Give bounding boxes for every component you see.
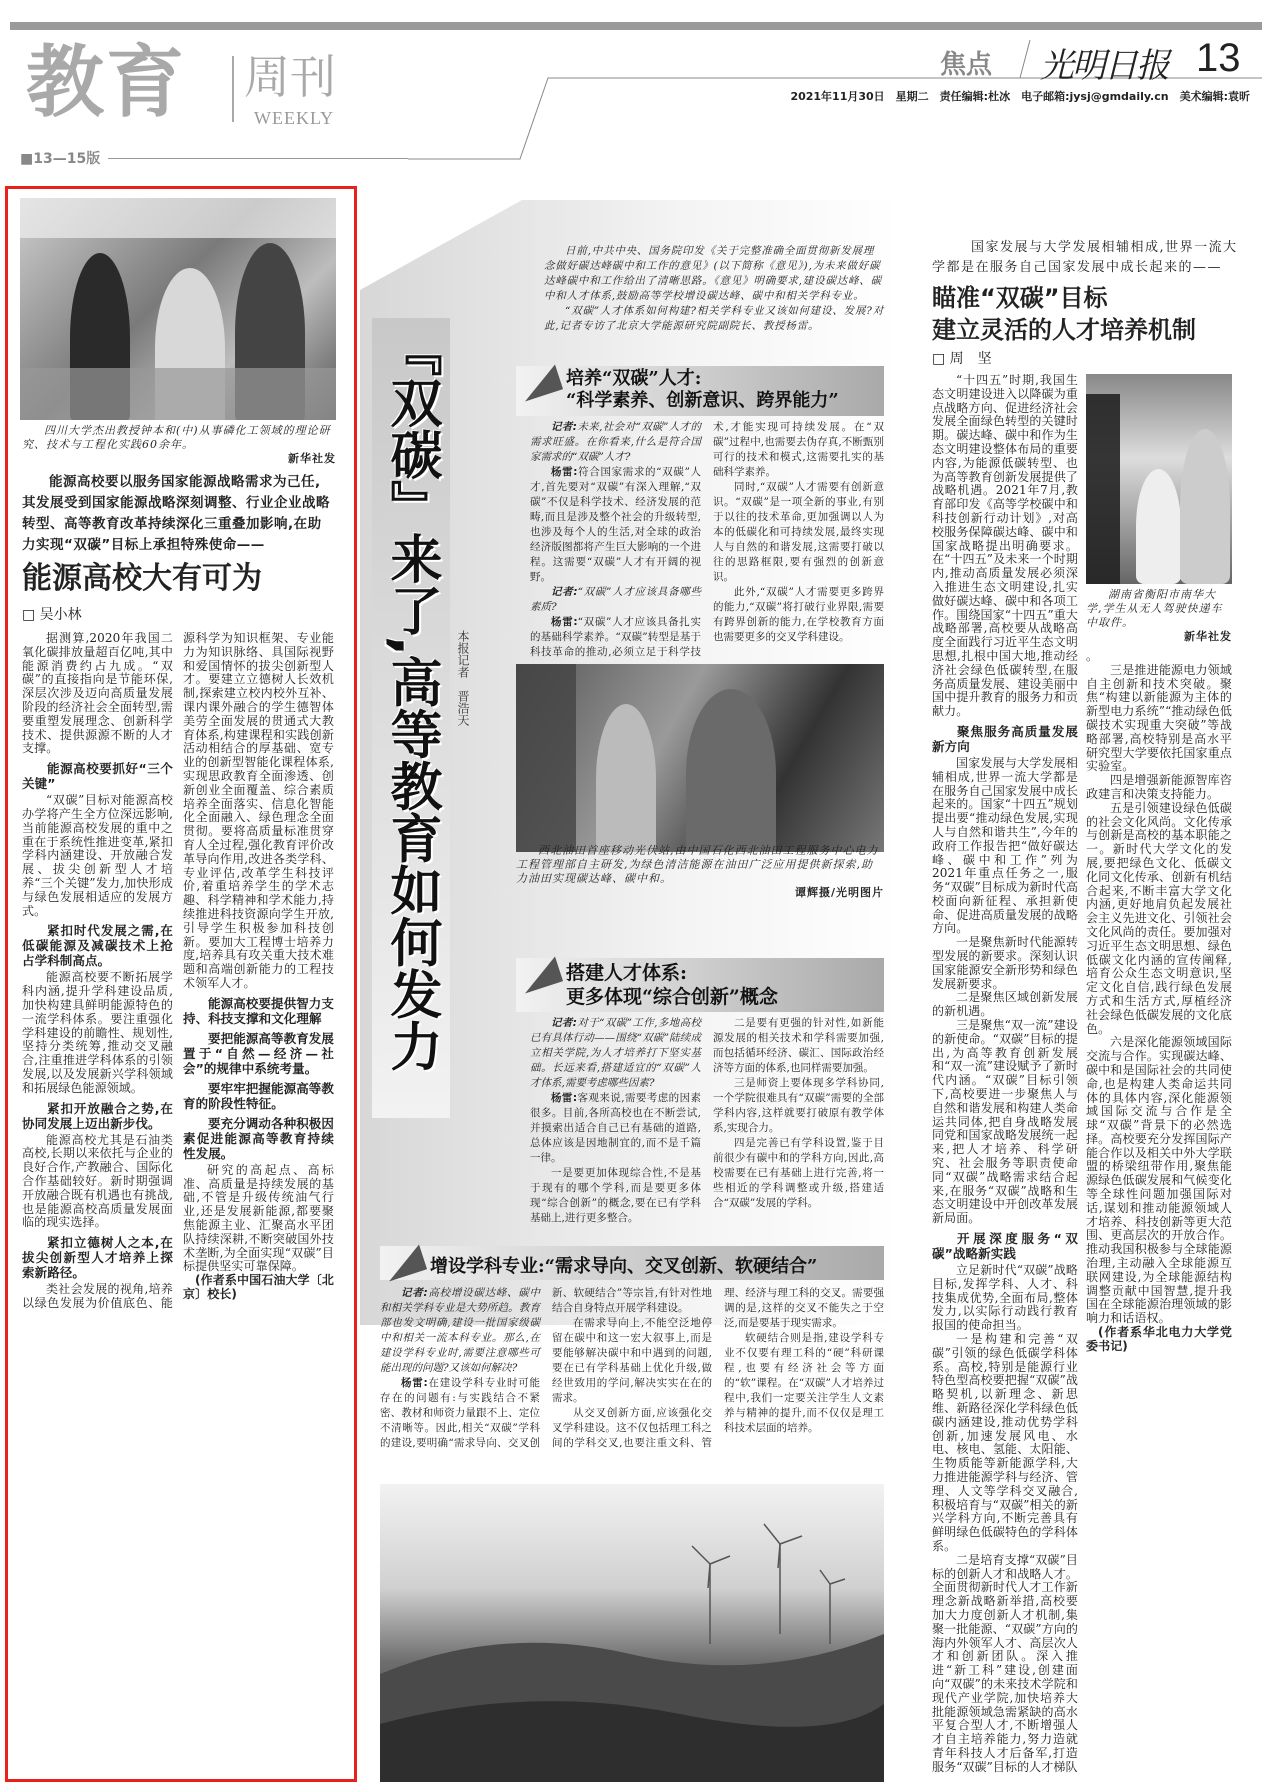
paper-plane-icon bbox=[381, 1244, 427, 1281]
paragraph: 二是培育支撑“双碳”目标的创新人才和战略人才。全面贯彻新时代人才工作新理念新战略新举措,高校要加大力度创新人才机制,集聚一批能源、“双碳”方向的海内外领军人才、高层次人才和创新团队。深入推进“新工科”建设,创建面向“双碳”的未来技术学院和现代产业学院,加快培养大批能源领域急需紧缺的高水平复合型人才,不断增强人才自主培养能力,努力造就青年科技人才后备军,打造服务“双碳”目标的人才梯队 bbox=[932, 1552, 1078, 1774]
byline: □ 周 坚 bbox=[932, 351, 992, 367]
speaker-label: 记者: bbox=[551, 586, 578, 598]
paper-plane-icon bbox=[517, 364, 563, 401]
caption-text: 四川大学杰出教授钟本和(中)从事磷化工领域的理论研究、技术与工程化实践60余年。 bbox=[22, 424, 331, 451]
section-banner-2 bbox=[516, 958, 884, 1012]
wind-turbine-icon bbox=[380, 1484, 884, 1782]
paragraph: 能源高校要不断拓展学科内涵,提升学科建设品质,加快构建具鲜明能源特色的一流学科体系。要注重强化学科建设的前瞻性、规划性,坚持分类统筹,推动交叉融合,注重推进学科体系的引领发展,以及发展新兴学科领域和拓展绿色能源领域。 bbox=[22, 970, 173, 1095]
subheading: 要牢牢把握能源高等教育的阶段性特征。 bbox=[183, 1080, 335, 1111]
interview-answer bbox=[713, 1076, 884, 1136]
article-title: 能源高校大有可为 bbox=[22, 561, 262, 596]
banner-title: 搭建人才体系: bbox=[566, 962, 688, 984]
photo-credit: 新华社发 bbox=[1184, 630, 1232, 643]
photo-delivery-vehicle bbox=[1086, 374, 1232, 584]
banner-title: 增设学科专业:“需求导向、交叉创新、软硬结合” bbox=[430, 1256, 818, 1277]
interview-text: “双碳”人才应该具备扎实的基础科学素养。“双碳”转型是基于科技革命的推动,必须立足于科学技术,才能实现可持续发展。在“双碳”过程中,也需要去伪存真,不断甄别可行的技术和模式,这需要扎实的基础科学素养。 bbox=[530, 421, 884, 658]
banner-subtitle: 更多体现“综合创新”概念 bbox=[566, 986, 778, 1008]
caption-text: 湖南省衡阳市南华大学,学生从无人驾驶快递车中取件。 bbox=[1086, 588, 1223, 629]
interview-section-2 bbox=[530, 1016, 884, 1226]
paragraph: 研究的高起点、高标准、高质量是持续发展的基础,不管是升级传统油气行业,还是发展新能源,都要聚焦能源主业、汇聚高水平团队持续深耕,不断突破国外技术垄断,为全面实现“双碳”目标提供坚实可靠保障。 bbox=[183, 1162, 334, 1274]
interview-text: 在建设学科专业时可能存在的问题有:与实践结合不紧密、教材和师资力量跟不上、定位不清晰等。因此,相关“双碳”学科的建设,要明确“需求导向、交叉创新、软硬结合”等宗旨,有针对性地结合自身特点开展学科建设。 bbox=[380, 1287, 712, 1449]
author-note: (作者系华北电力大学党委书记) bbox=[1086, 1325, 1232, 1353]
paragraph: 二是聚焦区域创新发展的新机遇。 bbox=[932, 990, 1078, 1019]
interview-answer bbox=[530, 1091, 701, 1166]
article-body bbox=[22, 632, 334, 1311]
interview-question bbox=[530, 420, 701, 465]
section-banner-1 bbox=[516, 366, 884, 416]
caption-text: 西北油田首座移动光伏站,由中国石化西北油田工程服务中心电力工程管理部自主研发,为绿色清洁能源在油田广泛应用提供新探索,助力油田实现碳达峰、碳中和。 bbox=[516, 844, 879, 885]
speaker-label: 杨雷: bbox=[551, 616, 578, 628]
paragraph-continuation: 。 bbox=[1086, 649, 1099, 663]
paragraph: 能源高校尤其是石油类高校,长期以来依托与企业的良好合作,产教融合、国际化合作基础较好。新时期强调开放融合既有机遇也有挑战,也是能源高校高质量发展面临的现实选择。 bbox=[22, 1132, 173, 1230]
interview-answer bbox=[713, 480, 884, 585]
interview-answer bbox=[552, 1316, 712, 1406]
speaker-label: 杨雷: bbox=[551, 466, 578, 478]
interview-text: 从交叉创新方面,应该强化交叉学科建设。这不仅包括理工科之间的学科交叉,也要注重文科、管理、经济与理工科的交叉。需要强调的是,这样的交叉不能失之于空泛,而是要基于现实需求。 bbox=[552, 1287, 884, 1449]
paragraph: 六是深化能源领域国际交流与合作。实现碳达峰、碳中和是国际社会的共同使命,也是构建人类命运共同体的具体内容,深化能源领域国际交流与合作是全球“双碳”背景下的必然选择。高校要充分发挥国际产能合作以及相关中外大学联盟的桥梁纽带作用,聚焦能源绿色低碳发展和气候变化等全球性问题加强国际对话,谋划和推动能源领域人才培养、科技创新等更大范围、更高层次的开放合作。推动我国积极参与全球能源治理,主动融入全球能源互联网建设,为全球能源结构调整贡献中国智慧,提升我国在全球能源治理领域的影响力和话语权。 bbox=[1086, 1035, 1232, 1326]
intro-paragraph: 日前,中共中央、国务院印发《关于完整准确全面贯彻新发展理念做好碳达峰碳中和工作的意见》(以下简称《意见》),为未来做好碳达峰碳中和工作给出了清晰思路。《意见》明确要求,建设碳达峰、碳中和人才体系,鼓励高等学校增设碳达峰、碳中和相关学科专业。 bbox=[544, 245, 882, 302]
section-subname: 周刊 bbox=[244, 50, 336, 104]
interview-question bbox=[530, 585, 701, 615]
interview-text: 软硬结合则是指,建设学科专业不仅要有理工科的“硬”科研课程,也要有经济社会等方面的“软”课程。在“双碳”人才培养过程中,我们一定要关注学生人文素养与精神的提升,而不仅仅是理工科技术层面的培养。 bbox=[724, 1332, 884, 1434]
feature-title-bar bbox=[372, 318, 450, 1118]
page-range: ■13—15版 bbox=[20, 151, 101, 167]
section-focus: 焦点 bbox=[940, 50, 993, 80]
photo-caption bbox=[1086, 588, 1232, 644]
paragraph: 三是聚焦“双一流”建设的新使命。“双碳”目标的提出,为高等教育创新发展和“双一流”建设赋予了新时代内涵。“双碳”目标引领下,高校要进一步聚焦人与自然和谐发展和构建人类命运共同体,把自身战略发展同党和国家战略发展统一起来,把人才培养、科学研究、社会服务等职责使命同“双碳”战略需求结合起来,在服务“双碳”战略和生态文明建设中开创改革发展新局面。 bbox=[932, 1018, 1078, 1226]
photo-caption bbox=[22, 424, 336, 466]
paragraph: 立足新时代“双碳”战略目标,发挥学科、人才、科技集成优势,全面布局,整体发力,以实际行动践行教育报国的使命担当。 bbox=[932, 1263, 1078, 1333]
paragraph: 三是推进能源电力领域自主创新和技术突破。聚焦“构建以新能源为主体的新型电力系统”“推动绿色低碳技术实现重大突破”等战略部署,高校特别是高水平研究型大学要依托国家重点实验室。 bbox=[1086, 662, 1232, 774]
paragraph: 五是引领建设绿色低碳的社会文化风尚。文化传承与创新是高校的基本职能之一。新时代大学文化的发展,要把绿色文化、低碳文化同文化传承、创新有机结合起来,不断丰富大学文化内涵,更好地肩负起发展社会主义先进文化、引领社会文化风尚的责任。要加强对习近平生态文明思想、绿色低碳文化内涵的宣传阐释,培育公众生态文明意识,坚定文化自信,践行绿色发展方式和生活方式,厚植经济社会绿色低碳发展的文化底色。 bbox=[1086, 800, 1232, 1036]
page-number: 13 bbox=[1196, 36, 1241, 80]
paragraph: 一是构建和完善“双碳”引领的绿色低碳学科体系。高校,特别是能源行业特色型高校要把握“双碳”战略契机,以新理念、新思维、新路径深化学科绿色低碳内涵建设,推动优势学科创新,加速发展风电、水电、核电、氢能、太阳能、生物质能等新能源学科,大力推进能源学科与经济、管理、人文等学科交叉融合,积极培育与“双碳”相关的新兴学科方向,不断完善具有鲜明绿色低碳特色的学科体系。 bbox=[932, 1332, 1078, 1553]
photo-credit: 谭辉摄/光明图片 bbox=[794, 886, 884, 899]
section-banner-3 bbox=[380, 1246, 884, 1280]
article-lead: 能源高校要以服务国家能源战略需求为己任,其发展受到国家能源战略深刻调整、行业企业战略转型、高等教育改革持续深化三重叠加影响,在助力实现“双碳”目标上承担特殊使命—— bbox=[22, 474, 330, 553]
subheading: 要把能源高等教育发展置于“自然—经济—社会”的规律中系统考量。 bbox=[183, 1030, 335, 1076]
banner-subtitle: “科学素养、创新意识、跨界能力” bbox=[566, 390, 839, 411]
speaker-label: 记者: bbox=[551, 1017, 577, 1029]
paragraph: 类社会发展的视角,培养以绿色发展为价值底色、能源科学为知识框架、专业能力为知识脉络、具国际视野和爱国情怀的拔尖创新型人才。要建立立德树人长效机制,探索建立校内校外互补、课内课外融合的学生德智体美劳全面发展的贯通式大教育体系,构建课程和实践创新活动相结合的厚基础、宽专业的创新型智能化课程体系,实现思政教育全面渗透、创新创业全面覆盖、综合素质培养全面落实、信息化智能化全面融入、绿色理念全面贯彻。要将高质量标准贯穿育人全过程,强化教育评价改革导向作用,改进各类学科、专业评估,改革学生科技评价,着重培养学生的学术志趣、科学精神和学术能力,持续推进科技资源向学生开放,引导学生积极参加科技创新。要加大工程博士培养力度,培养具有攻关重大技术难题和高端创新能力的工程技术领军人才。 bbox=[22, 631, 334, 1310]
interview-text: 此外,“双碳”人才需要更多跨界的能力,“双碳”将打破行业界限,需要有跨界创新的能力,在学校教育方面也需要更多的交叉学科建设。 bbox=[713, 586, 884, 643]
interview-section-1 bbox=[530, 420, 884, 660]
subheading: 要充分调动各种积极因素促进能源高等教育持续性发展。 bbox=[183, 1115, 335, 1161]
interview-answer bbox=[530, 465, 701, 585]
interview-text: 对于“双碳”工作,多地高校已有具体行动——围绕“双碳”陆续成立相关学院,为人才培养打下坚实基础。长远来看,搭建适宜的“双碳”人才体系,需要考虑哪些因素? bbox=[530, 1017, 701, 1089]
article-title bbox=[932, 282, 1196, 346]
title-line: 建立灵活的人才培养机制 bbox=[932, 316, 1196, 344]
reporter-byline: 本报记者 晋浩天 bbox=[456, 630, 470, 726]
subheading: 紧扣立德树人之本,在拔尖创新型人才培养上探索新路径。 bbox=[22, 1235, 173, 1281]
interview-text: 未来,社会对“双碳”人才的需求旺盛。在你看来,什么是符合国家需求的“双碳”人才? bbox=[530, 421, 701, 463]
interview-text: 高校增设碳达峰、碳中和相关学科专业是大势所趋。教育部也发文明确,建设一批国家级碳中和相关一流本科专业。那么,在建设学科专业时,需要注意哪些可能出现的问题?又该如何解决? bbox=[380, 1287, 541, 1374]
interview-answer bbox=[713, 1016, 884, 1076]
paragraph: 国家发展与大学发展相辅相成,世界一流大学都是在服务自己国家发展中成长起来的。国家“十四五”规划提出要“推动绿色发展,实现人与自然和谐共生”,今年的政府工作报告把“做好碳达峰、碳中和工作”列为2021年重点任务之一,服务“双碳”目标成为新时代高校面向新征程、承担新使命、促进高质量发展的战略方向。 bbox=[932, 755, 1078, 936]
interview-text: 在需求导向上,不能空泛地停留在碳中和这一宏大叙事上,而是要能够解决碳中和中遇到的问题,要在已有学科基础上优化升级,做经世致用的学问,解决实实在在的需求。 bbox=[552, 1317, 712, 1404]
interview-text: “双碳”人才应该具备哪些素质? bbox=[530, 586, 701, 613]
interview-answer bbox=[724, 1331, 884, 1436]
subheading: 聚焦服务高质量发展新方向 bbox=[932, 723, 1078, 754]
interview-text: 同时,“双碳”人才需要有创新意识。“双碳”是一项全新的事业,有别于以往的技术革命,更加强调以人为本的低碳化和可持续发展,最终实现人与自然的和谐发展,这需要打破以往的思路框限,要有强烈的创新意识。 bbox=[713, 481, 884, 583]
interview-answer bbox=[713, 1136, 884, 1211]
feature-title: 『双碳』来了,高等教育如何发力 bbox=[381, 324, 441, 1072]
interview-question bbox=[380, 1286, 540, 1376]
photo-caption bbox=[516, 844, 884, 900]
interview-question bbox=[530, 1016, 701, 1091]
author-note: (作者系中国石油大学〔北京〕校长) bbox=[183, 1273, 334, 1301]
subheading: 能源高校要提供智力支持、科技支撑和文化理解 bbox=[183, 995, 335, 1026]
interview-text: 三是师资上要体现多学科协同,一个学院很难具有“双碳”需要的全部学科内容,这样就要打破原有教学体系,实现合力。 bbox=[713, 1077, 884, 1134]
subheading: 能源高校要抓好“三个关键” bbox=[22, 761, 173, 792]
interview-text: 符合国家需求的“双碳”人才,首先要对“双碳”有深入理解,“双碳”不仅是科学技术、经济发展的范畴,而且是涉及整个社会的升级转型,也涉及每个人的生活,对全球的政治经济版图都将产生巨大影响的一个进程。这需要“双碳”人才有开阔的视野。 bbox=[530, 466, 701, 583]
speaker-label: 杨雷: bbox=[551, 1092, 578, 1104]
paragraph: 一是聚焦新时代能源转型发展的新要求。深刻认识国家能源安全新形势和绿色发展新要求。 bbox=[932, 935, 1078, 991]
banner-title: 培养“双碳”人才: bbox=[566, 368, 702, 389]
article-lead: 国家发展与大学发展相辅相成,世界一流大学都是在服务自己国家发展中成长起来的—— bbox=[932, 240, 1238, 275]
article-body bbox=[932, 374, 1078, 1775]
section-name: 教育 bbox=[26, 38, 187, 128]
interview-text: 客观来说,需要考虑的因素很多。目前,各所高校也在不断尝试,并摸索出适合自己已有基础的道路,总体应该是因地制宜的,而不是千篇一律。 bbox=[530, 1092, 702, 1164]
title-line: 瞄准“双碳”目标 bbox=[932, 284, 1108, 312]
article-body-column bbox=[1086, 650, 1232, 1354]
speaker-label: 记者: bbox=[401, 1287, 428, 1299]
dateline: 2021年11月30日 星期二 责任编辑:杜冰 电子邮箱:jysj@gmdaily.cn 美术编辑:袁昕 bbox=[790, 90, 1250, 103]
photo-wind-farm-landscape bbox=[380, 1484, 884, 1782]
weekly-label: WEEKLY bbox=[254, 108, 335, 128]
interview-text: 二是要有更强的针对性,如新能源发展的相关技术和学科需要加强,而包括循环经济、碳汇、国际政治经济等方面的体系,也同样需要加强。 bbox=[713, 1017, 884, 1074]
feature-intro bbox=[544, 244, 884, 334]
subheading: 紧扣时代发展之需,在低碳能源及减碳技术上抢占学科制高点。 bbox=[22, 923, 173, 969]
speaker-label: 记者: bbox=[551, 421, 577, 433]
subheading: 紧扣开放融合之势,在协同发展上迈出新步伐。 bbox=[22, 1100, 173, 1131]
speaker-label: 杨雷: bbox=[401, 1377, 428, 1389]
paragraph: 四是增强新能源智库咨政建言和决策支持能力。 bbox=[1086, 773, 1232, 801]
interview-answer bbox=[530, 1166, 701, 1226]
byline: □ 吴小林 bbox=[22, 607, 82, 623]
interview-section-3 bbox=[380, 1286, 884, 1451]
paragraph: “十四五”时期,我国生态文明建设进入以降碳为重点战略方向、促进经济社会发展全面绿色转型的关键时期。碳达峰、碳中和作为生态文明建设整体布局的重要内容,为能源低碳转型、也为高等教育创新发展提供了战略机遇。2021年7月,教育部印发《高等学校碳中和科技创新行动计划》,对高校服务保障碳达峰、碳中和国家战略提出明确要求。在“十四五”及未来一个时期内,推动高质量发展必须深入推进生态文明建设,扎实做好碳达峰、碳中和各项工作。围绕国家“十四五”重大战略部署,高校要从战略高度全面践行习近平生态文明思想,扎根中国大地,推动经济社会绿色低碳转型,在服务高质量发展、建设美丽中国中提升教育的服务力和贡献力。 bbox=[932, 373, 1078, 719]
photo-lab-professor bbox=[20, 198, 336, 420]
subheading: 开展深度服务“双碳”战略新实践 bbox=[932, 1231, 1078, 1262]
interview-text: 一是要更加体现综合性,不是基于现有的哪个学科,而是要更多体现“综合创新”的概念,要在已有学科基础上,进行更多整合。 bbox=[530, 1167, 701, 1224]
photo-solar-station bbox=[516, 664, 884, 852]
newspaper-logo: 光明日报 bbox=[1040, 46, 1168, 86]
interview-text: 四是完善已有学科设置,鉴于目前很少有碳中和的学科方向,因此,高校需要在已有基础上进行完善,将一些相近的学科调整或升级,搭建适合“双碳”发展的学科。 bbox=[713, 1137, 884, 1209]
intro-paragraph: “双碳”人才体系如何构建?相关学科专业又该如何建设、发展?对此,记者专访了北京大学能源研究院副院长、教授杨雷。 bbox=[544, 305, 884, 332]
paragraph: “双碳”目标对能源高校办学将产生全方位深远影响,当前能源高校发展的重中之重在于系统性推进变革,紧扣学科内涵建设、开放融合发展、拔尖创新型人才培养“三个关键”发力,加快形成与绿色发展相适应的发展方式。 bbox=[22, 793, 173, 918]
interview-answer bbox=[713, 585, 884, 645]
photo-credit: 新华社发 bbox=[288, 452, 336, 465]
paragraph: 据测算,2020年我国二氧化碳排放量超百亿吨,其中能源消费约占九成。“双碳”的直接指向是节能环保,深层次涉及迈向高质量发展阶段的经济社会全面转型,需要重塑发展理念、创新科学技术、提供源源不断的人才支撑。 bbox=[22, 631, 173, 756]
paper-plane-icon bbox=[517, 956, 563, 993]
